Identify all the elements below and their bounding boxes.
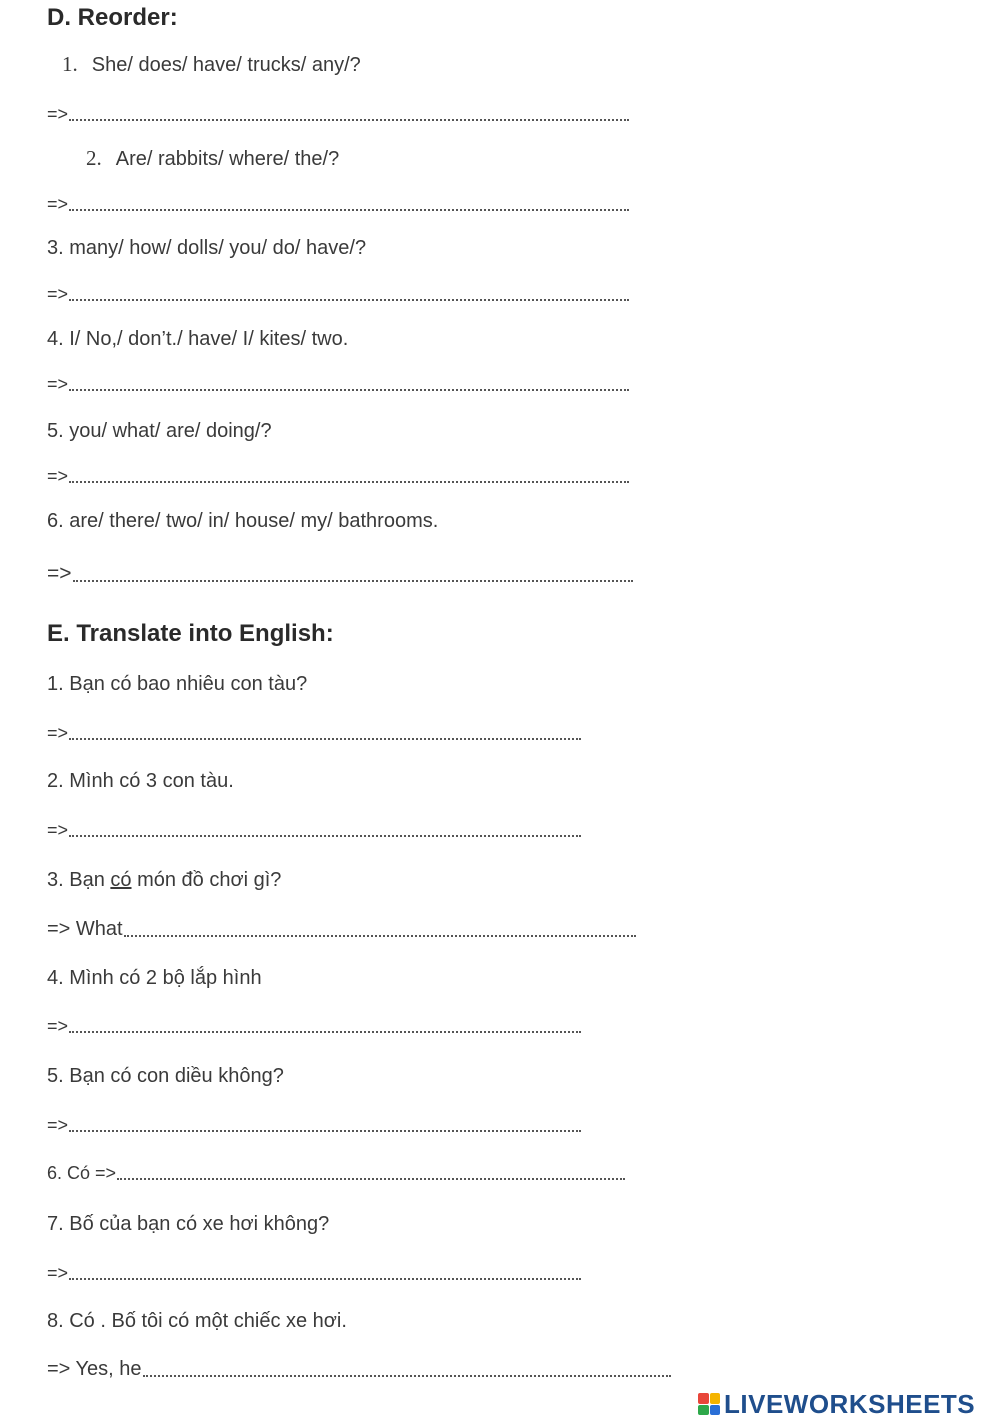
translate-answer-8[interactable] [47, 1358, 671, 1381]
question-text: Are/ rabbits/ where/ the/? [115, 148, 340, 170]
answer-blank[interactable] [69, 299, 629, 301]
logo-square-icon [698, 1393, 709, 1404]
translate-answer-3[interactable] [47, 918, 636, 941]
translate-answer-1[interactable] [47, 723, 581, 744]
answer-prefix: => [47, 284, 69, 304]
translate-answer-2[interactable] [47, 820, 581, 841]
answer-prefix: => [47, 562, 72, 585]
answer-blank[interactable] [117, 1178, 625, 1180]
reorder-answer-2[interactable] [47, 194, 629, 215]
logo-square-icon [698, 1405, 709, 1416]
answer-blank[interactable] [73, 580, 633, 582]
translate-question-8: 8. Có . Bố tôi có một chiếc xe hơi. [47, 1310, 347, 1332]
reorder-question-4: 4. I/ No,/ don’t./ have/ I/ kites/ two. [47, 328, 349, 350]
reorder-question-5: 5. you/ what/ are/ doing/? [47, 420, 272, 442]
logo-text: LIVEWORKSHEETS [724, 1388, 976, 1419]
translate-question-5: 5. Bạn có con diều không? [47, 1065, 284, 1087]
question-text: 3. Bạn [47, 869, 111, 891]
reorder-answer-5[interactable] [47, 466, 629, 487]
answer-prefix: => What [47, 918, 123, 940]
answer-blank[interactable] [124, 935, 636, 937]
answer-prefix: => [47, 194, 69, 214]
answer-blank[interactable] [69, 1278, 581, 1280]
reorder-answer-4[interactable] [47, 374, 629, 395]
question-text-rest: món đồ chơi gì? [131, 869, 282, 891]
reorder-answer-3[interactable] [47, 284, 629, 305]
section-d-heading: D. Reorder: [47, 4, 178, 31]
question-text: She/ does/ have/ trucks/ any/? [91, 54, 361, 76]
underlined-word: có [110, 869, 132, 891]
answer-blank[interactable] [69, 738, 581, 740]
translate-question-1: 1. Bạn có bao nhiêu con tàu? [47, 673, 308, 695]
reorder-answer-6[interactable] [47, 562, 633, 586]
answer-prefix: => [47, 466, 69, 486]
logo-mark-icon [698, 1393, 720, 1415]
answer-blank[interactable] [69, 835, 581, 837]
translate-answer-7[interactable] [47, 1263, 581, 1284]
reorder-question-1 [62, 52, 361, 77]
section-e-heading: E. Translate into English: [47, 620, 334, 647]
question-number: 1. [62, 52, 78, 76]
reorder-question-6: 6. are/ there/ two/ in/ house/ my/ bathrooms. [47, 510, 439, 532]
answer-blank[interactable] [69, 1130, 581, 1132]
answer-prefix: => [47, 723, 69, 743]
answer-prefix: => [47, 374, 69, 394]
answer-prefix: => [47, 820, 69, 840]
reorder-question-3: 3. many/ how/ dolls/ you/ do/ have/? [47, 237, 367, 259]
answer-prefix: => [47, 1115, 69, 1135]
translate-question-7: 7. Bố của bạn có xe hơi không? [47, 1213, 330, 1235]
translate-answer-4[interactable] [47, 1016, 581, 1037]
answer-prefix: => [47, 104, 69, 124]
question-number: 2. [86, 146, 102, 170]
answer-prefix: => [47, 1263, 69, 1283]
answer-blank[interactable] [69, 481, 629, 483]
answer-blank[interactable] [69, 119, 629, 121]
answer-prefix: => [47, 1016, 69, 1036]
reorder-answer-1[interactable] [47, 104, 629, 125]
reorder-question-2 [86, 146, 339, 171]
answer-blank[interactable] [69, 209, 629, 211]
question-text: 6. Có => [47, 1163, 117, 1183]
answer-prefix: => Yes, he [47, 1358, 142, 1380]
logo-square-icon [710, 1405, 721, 1416]
translate-question-2: 2. Mình có 3 con tàu. [47, 770, 234, 792]
translate-question-3 [47, 869, 281, 892]
translate-answer-5[interactable] [47, 1115, 581, 1136]
answer-blank[interactable] [69, 1031, 581, 1033]
translate-question-6[interactable] [47, 1163, 625, 1184]
translate-question-4: 4. Mình có 2 bộ lắp hình [47, 967, 262, 989]
logo-square-icon [710, 1393, 721, 1404]
liveworksheets-logo [698, 1388, 994, 1420]
answer-blank[interactable] [69, 389, 629, 391]
answer-blank[interactable] [143, 1375, 671, 1377]
